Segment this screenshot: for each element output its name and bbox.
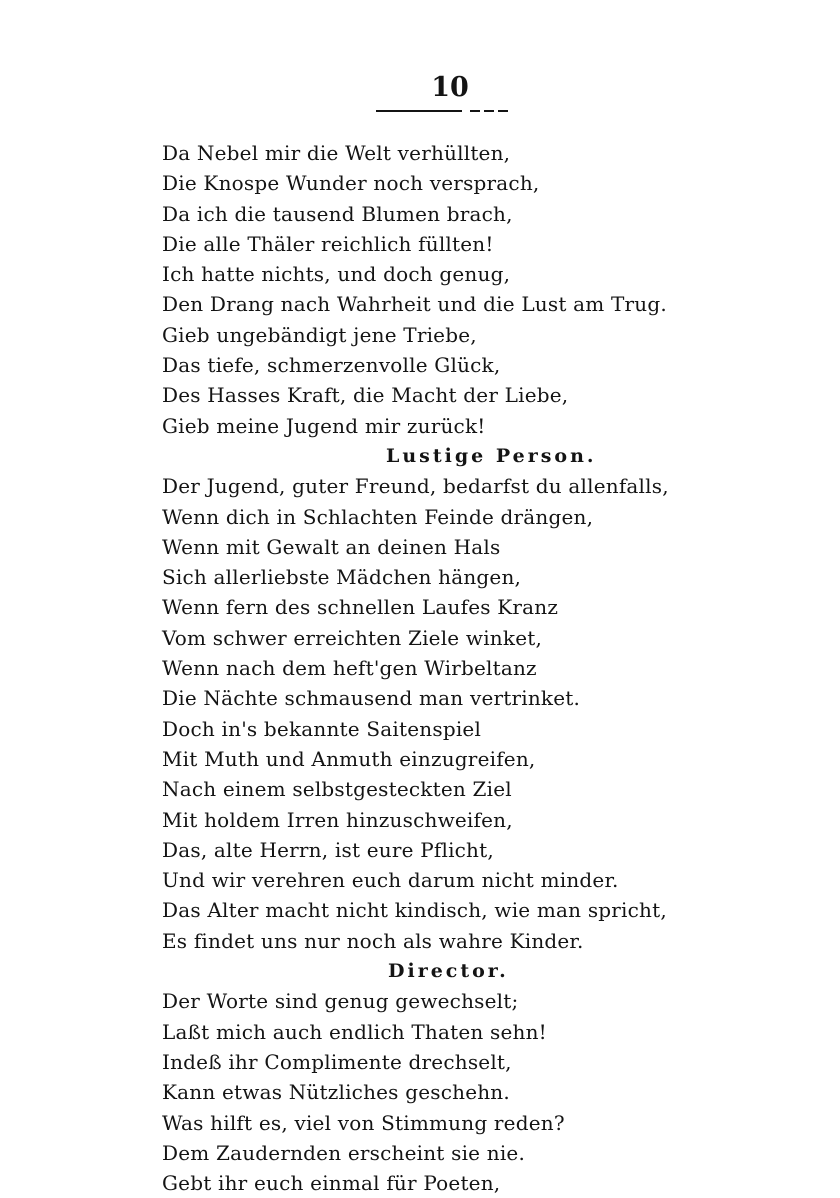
verse-line: Mit holdem Irren hinzuschweifen, bbox=[162, 807, 513, 832]
verse-line: Da Nebel mir die Welt verhüllten, bbox=[162, 141, 511, 165]
verse-line: Ich hatte nichts, und doch genug, bbox=[162, 262, 511, 287]
verse-line: Gieb meine Jugend mir zurück! bbox=[162, 413, 486, 438]
verse-line: Und wir verehren euch darum nicht minder. bbox=[162, 868, 619, 893]
verse-line: Sich allerliebste Mädchen hängen, bbox=[162, 565, 522, 590]
verse-line: Dem Zaudernden erscheint sie nie. bbox=[162, 1140, 526, 1165]
verse-line: Wenn dich in Schlachten Feinde drängen, bbox=[162, 504, 594, 529]
page-number: 10 bbox=[431, 72, 469, 103]
verse-line: Das tiefe, schmerzenvolle Glück, bbox=[162, 353, 501, 378]
verse-line: Da ich die tausend Blumen brach, bbox=[162, 201, 513, 226]
verse-line: Kann etwas Nützliches geschehn. bbox=[162, 1080, 510, 1105]
verse-line: Wenn mit Gewalt an deinen Hals bbox=[162, 534, 501, 559]
verse-line: Gebt ihr euch einmal für Poeten, bbox=[162, 1171, 501, 1196]
verse-line: Vom schwer erreichten Ziele winket, bbox=[162, 625, 543, 650]
header-rule bbox=[376, 110, 508, 111]
verse-line: Der Jugend, guter Freund, bedarfst du allenfalls, bbox=[162, 474, 669, 499]
verse-line: Was hilft es, viel von Stimmung reden? bbox=[162, 1110, 565, 1135]
verse-line: Die alle Thäler reichlich füllten! bbox=[162, 231, 494, 256]
verse-line: Nach einem selbstgesteckten Ziel bbox=[162, 777, 512, 802]
verse-text bbox=[162, 138, 802, 1198]
verse-line: Den Drang nach Wahrheit und die Lust am Trug. bbox=[162, 292, 667, 317]
verse-line: Der Worte sind genug gewechselt; bbox=[162, 989, 519, 1014]
verse-line: Doch in's bekannte Saitenspiel bbox=[162, 716, 482, 741]
verse-line: Es findet uns nur noch als wahre Kinder. bbox=[162, 928, 584, 953]
verse-line: Die Nächte schmausend man vertrinket. bbox=[162, 686, 581, 711]
verse-line: Das, alte Herrn, ist eure Pflicht, bbox=[162, 837, 494, 862]
verse-line: Mit Muth und Anmuth einzugreifen, bbox=[162, 746, 536, 771]
verse-line: Wenn nach dem heft'gen Wirbeltanz bbox=[162, 656, 537, 681]
speaker-heading-director: Director. bbox=[388, 960, 509, 983]
verse-line: Des Hasses Kraft, die Macht der Liebe, bbox=[162, 383, 569, 408]
verse-line: Wenn fern des schnellen Laufes Kranz bbox=[162, 595, 559, 620]
verse-line: Laßt mich auch endlich Thaten sehn! bbox=[162, 1019, 547, 1044]
verse-line: Das Alter macht nicht kindisch, wie man spricht, bbox=[162, 898, 667, 923]
verse-line: Gieb ungebändigt jene Triebe, bbox=[162, 322, 477, 347]
speaker-heading-lustige-person: Lustige Person. bbox=[386, 444, 597, 467]
verse-line: Indeß ihr Complimente drechselt, bbox=[162, 1049, 512, 1074]
verse-line: Die Knospe Wunder noch versprach, bbox=[162, 171, 540, 196]
